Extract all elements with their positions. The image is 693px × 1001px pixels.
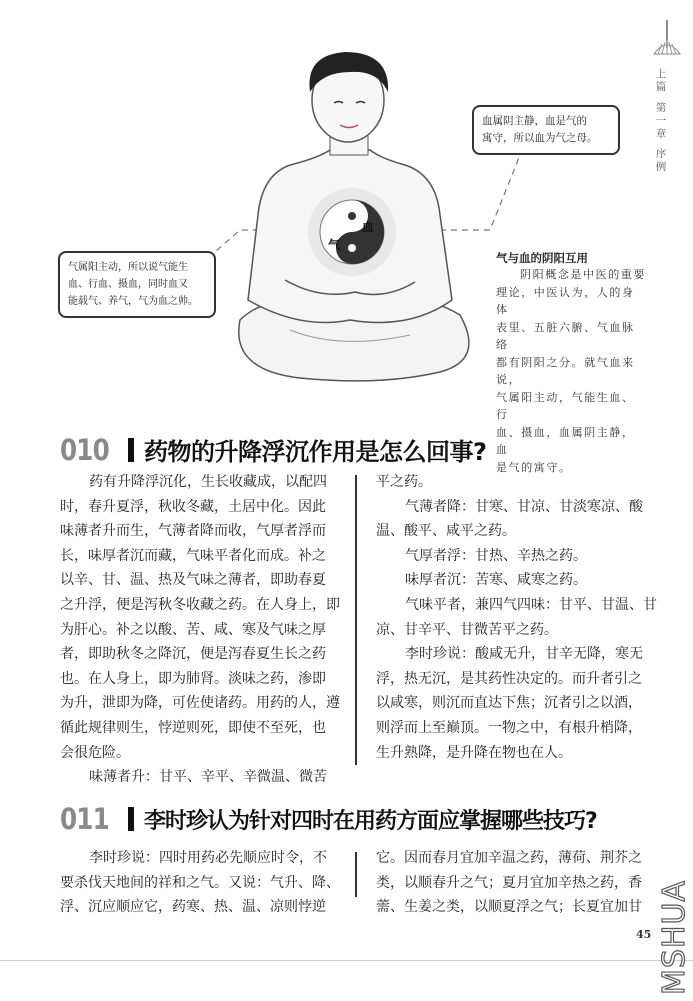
text-line: 之升浮，便是泻秋冬收藏之药。在人身上，即 <box>60 596 340 613</box>
column-divider <box>355 852 357 897</box>
char: 一 <box>655 115 667 127</box>
sidebar-note-body <box>496 266 646 476</box>
char: 篇 <box>655 81 667 93</box>
text-line: 者，即助秋冬之降沉，便是泻春夏生长之药 <box>60 646 326 663</box>
char: 例 <box>655 161 667 173</box>
text-line: 味厚者沉：苦寒、咸寒之药。 <box>405 572 587 589</box>
text-line: 为肝心。补之以酸、苦、咸、寒及气味之厚 <box>60 621 326 638</box>
sidebar-note-line: 血、摄血，血属阴主静，血 <box>496 425 635 456</box>
sidebar-note-line: 表里、五脏六腑、气血脉络 <box>496 320 635 351</box>
section-heading-010 <box>60 432 486 467</box>
sidebar-note <box>496 250 646 476</box>
text-line: 李时珍说：酸咸无升，甘辛无降，寒无 <box>405 646 643 663</box>
char: 章 <box>655 128 667 140</box>
text-line: 浮、沉应顺应它，药寒、热、温、凉则悖逆 <box>60 899 326 916</box>
callout-line: 能载气、养气，气为血之帅。 <box>68 296 198 307</box>
sidebar-note-title: 气与血的阴阳互用 <box>496 251 588 265</box>
section-011-left-column <box>60 846 340 920</box>
yin-label: 血 <box>362 220 375 234</box>
text-line: 薷、生姜之类，以顺夏浮之气；长夏宜加甘 <box>376 899 642 916</box>
sidebar-note-line: 是气的寓守。 <box>496 460 572 474</box>
text-line: 温、酸平、咸平之药。 <box>376 523 516 540</box>
text-line: 以辛、甘、温、热及气味之薄者，即助春夏 <box>60 572 326 589</box>
text-line: 生升熟降，是升降在物也在人。 <box>376 744 572 761</box>
text-line: 气厚者浮：甘热、辛热之药。 <box>405 547 587 564</box>
text-line: 气薄者降：甘寒、甘凉、甘淡寒凉、酸 <box>405 498 643 515</box>
callout-line: 气属阳主动，所以说气能生 <box>68 262 188 273</box>
text-line: 李时珍说：四时用药必先顺应时令，不 <box>89 850 327 866</box>
sidebar-note-line: 都有阴阳之分。就气血来说， <box>496 355 635 386</box>
text-line: 浮，热无沉，是其药性决定的。而升者引之 <box>376 670 642 687</box>
section-number: 011 <box>60 802 109 836</box>
section-011-right-column <box>376 846 642 920</box>
char: 上 <box>655 68 667 80</box>
callout-line: 寓守，所以血为气之母。 <box>482 132 598 144</box>
heading-bar <box>128 807 134 831</box>
text-line: 气味平者，兼四气四味：甘平、甘温、甘 <box>405 596 657 613</box>
callout-blood <box>472 105 620 155</box>
text-line: 药有升降浮沉化，生长收藏成，以配四 <box>89 474 327 490</box>
callout-line: 血、行血、摄血，同时血又 <box>68 279 188 290</box>
section-title: 李时珍认为针对四时在用药方面应掌握哪些技巧? <box>144 808 597 834</box>
text-line: 味薄者升而生，气薄者降而收，气厚者浮而 <box>60 523 326 540</box>
char: 序 <box>655 148 667 160</box>
heading-bar <box>128 438 134 462</box>
text-line: 循此规律则生，悖逆则死，即使不至死，也 <box>60 719 326 736</box>
sidebar-note-line: 阴阳概念是中医的重要 <box>520 268 646 281</box>
section-010-right-column <box>376 470 657 765</box>
text-line: 为升，泄即为降，可佐使诸药。用药的人，遵 <box>60 695 340 712</box>
yang-label: 气 <box>328 238 341 252</box>
text-line: 则浮而上至巅顶。一物之中，有根升梢降， <box>376 719 642 736</box>
callout-qi <box>58 251 216 318</box>
text-line: 会很危险。 <box>60 744 130 761</box>
page-number: 45 <box>636 928 652 941</box>
section-heading-011 <box>60 802 597 836</box>
char: 第 <box>655 102 667 114</box>
text-line: 凉、甘辛平、甘微苦平之药。 <box>376 621 558 638</box>
text-line: 平之药。 <box>376 474 432 490</box>
text-line: 长，味厚者沉而藏，气味平者化而成。补之 <box>60 547 326 564</box>
text-line: 类，以顺春升之气；夏月宜加辛热之药，香 <box>376 874 642 891</box>
sidebar-note-line: 理论，中医认为，人的身体 <box>496 285 635 316</box>
section-010-left-column <box>60 470 340 790</box>
section-number: 010 <box>60 432 109 467</box>
text-line: 时，春升夏浮，秋收冬藏，土居中化。因此 <box>60 498 326 515</box>
sidebar-note-line: 气属阳主动，气能生血、行 <box>496 390 635 421</box>
page-bottom-rule <box>0 960 693 961</box>
column-divider <box>355 475 357 765</box>
section-title: 药物的升降浮沉作用是怎么回事? <box>144 438 487 466</box>
watermark: MSHUA <box>657 880 692 995</box>
text-line: 以咸寒，则沉而直达下焦；沉者引之以酒， <box>376 695 642 712</box>
callout-line: 血属阴主静，血是气的 <box>482 115 587 127</box>
text-line: 要杀伐天地间的祥和之气。又说：气升、降、 <box>60 874 340 891</box>
text-line: 它。因而春月宜加辛温之药，薄荷、荆芥之 <box>376 850 642 866</box>
text-line: 味薄者升：甘平、辛平、辛微温、微苦 <box>89 769 327 786</box>
text-line: 也。在人身上，即为肺肾。淡味之药，渗即 <box>60 670 326 687</box>
